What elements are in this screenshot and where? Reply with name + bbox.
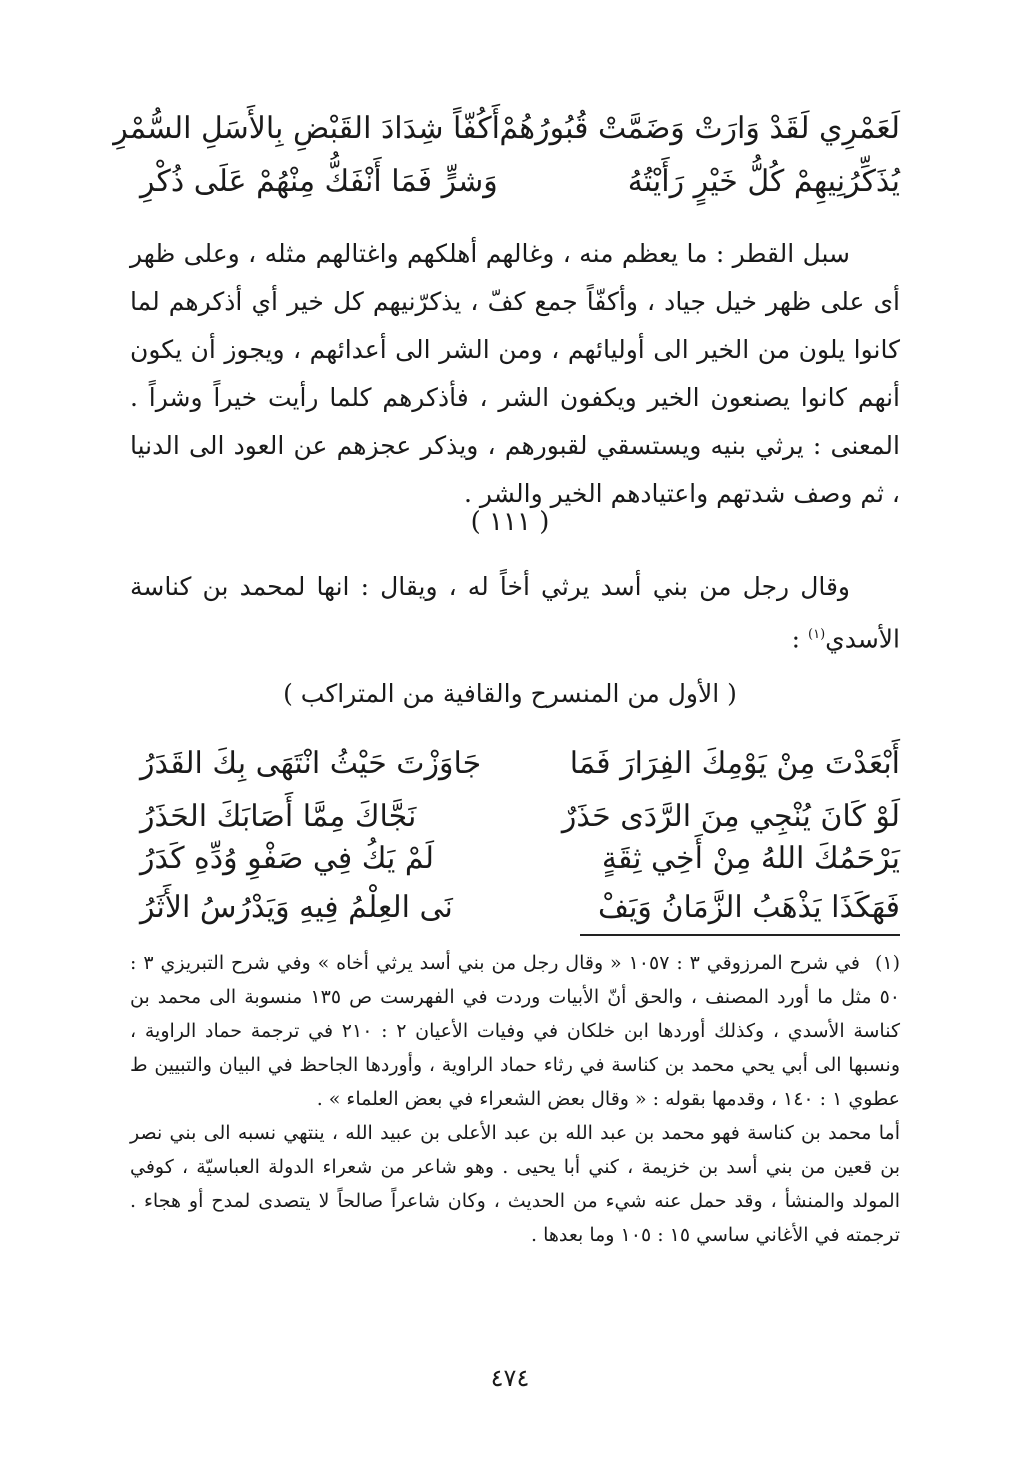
footnote-text: في شرح المرزوقي ٣ : ١٠٥٧ « وقال رجل من بني أسد يرثي أخاه » وفي شرح التبريزي ٣ : ٥٠ مثل ما أورد المصنف ، والحق أنّ الأبيات وردت في الفهرست ص ١٣٥ منسوبة الى محمد بن كناسة الأسدي ، وكذلك أوردها ابن خلكان في وفيات الأعيان ٢ : ٢١٠ في ترجمة حماد الراوية ، ونسبها الى أبي يحي محمد بن كناسة في رثاء حماد الراوية ، وأوردها الجاحظ في البيان والتبيين ط عطوي ١ : ١٤٠ ، وقدمها بقوله : « وقال بعض الشعراء في بعض العلماء » .: [130, 952, 901, 1110]
page-number: ٤٧٤: [490, 1364, 530, 1392]
verse-hemistich-second: لَمْ يَكُ فِي صَفْوِ وُدِّهِ كَدَرُ: [140, 841, 434, 876]
verse-hemistich-second: وَشرٍّ فَمَا أَنْفَكُّ مِنْهُمْ عَلَى ذُكْرِ: [140, 164, 498, 199]
verse-hemistich-first: أَبْعَدْتَ مِنْ يَوْمِكَ الفِرَارَ فَمَا: [569, 746, 900, 781]
verse-hemistich-second: جَاوَزْتَ حَيْثُ انْتَهَى بِكَ القَدَرُ: [140, 746, 482, 781]
verse-hemistich-first: يَرْحَمُكَ اللهُ مِنْ أَخِي ثِقَةٍ: [601, 841, 900, 876]
footnote-number: (١): [874, 952, 901, 974]
verse-hemistich-first: لَوْ كَانَ يُنْجِي مِنَ الرَّدَى حَذَرٌ: [561, 799, 900, 834]
meter-heading: ( الأول من المنسرح والقافية من المتراكب ): [283, 679, 737, 708]
intro-text: وقال رجل من بني أسد يرثي أخاً له ، ويقال : انها لمحمد بن كناسة الأسدي: [130, 572, 900, 654]
poem-number: ( ١١١ ): [470, 507, 550, 537]
footnote-divider: [580, 934, 900, 936]
commentary: [130, 230, 900, 518]
verse-hemistich-second: نَى العِلْمُ فِيهِ وَيَدْرُسُ الأَثَرُ: [140, 890, 453, 925]
verse-line: [113, 105, 900, 153]
verse-line: [140, 884, 900, 932]
verse-hemistich-second: نَجَّاكَ مِمَّا أَصَابَكَ الحَذَرُ: [140, 799, 417, 834]
verse-line: [140, 740, 900, 788]
verse-line: [140, 158, 900, 206]
verse-hemistich-second: أَكُفّاً شِدَادَ القَبْضِ بِالأَسَلِ السُّمْرِ: [113, 111, 500, 146]
verse-line: [140, 835, 900, 883]
footnote-biography: أما محمد بن كناسة فهو محمد بن عبد الله بن عبد الأعلى بن عبيد الله ، ينتهي نسبه الى بني نصر بن قعين من بني أسد بن خزيمة ، كني أبا يحيى . وهو شاعر من شعراء الدولة العباسيّة ، كوفي المولد والمنشأ ، وقد حمل عنه شيء من الحديث ، وكان شاعراً صالحاً لا يتصدى لمدح أو هجاء . ترجمته في الأغاني ساسي ١٥ : ١٠٥ وما بعدها .: [130, 1122, 900, 1246]
verse-hemistich-first: يُذَكِّرُنِيهِمْ كُلُّ خَيْرٍ رَأَيْتُهُ: [627, 164, 900, 199]
verse-hemistich-first: فَهَكَذَا يَذْهَبُ الزَّمَانُ وَيَفْ: [598, 890, 900, 925]
verse-hemistich-first: لَعَمْرِي لَقَدْ وَارَتْ وَضَمَّتْ قُبُورُهُمْ: [499, 111, 900, 146]
footnote-1: [130, 946, 900, 1116]
intro-tail: :: [791, 624, 809, 654]
footnotes: [130, 946, 900, 1252]
commentary-text: سبل القطر : ما يعظم منه ، وغالهم أهلكهم واغتالهم مثله ، وعلى ظهر أى على ظهر خيل جياد ، وأكفّاً جمع كفّ ، يذكرّنيهم كل خير أي أذكرهم لما كانوا يلون من الخير الى أوليائهم ، ومن الشر الى أعدائهم ، ويجوز أن يكون أنهم كانوا يصنعون الخير ويكفون الشر ، فأذكرهم كلما رأيت خيراً وشراً . المعنى : يرثي بنيه ويستسقي لقبورهم ، ويذكر عجزهم عن العود الى الدنيا ، ثم وصف شدتهم واعتيادهم الخير والشر .: [130, 239, 900, 508]
poem-intro: [130, 563, 900, 663]
footnote-reference: (١): [808, 627, 826, 642]
verse-line: [140, 793, 900, 841]
